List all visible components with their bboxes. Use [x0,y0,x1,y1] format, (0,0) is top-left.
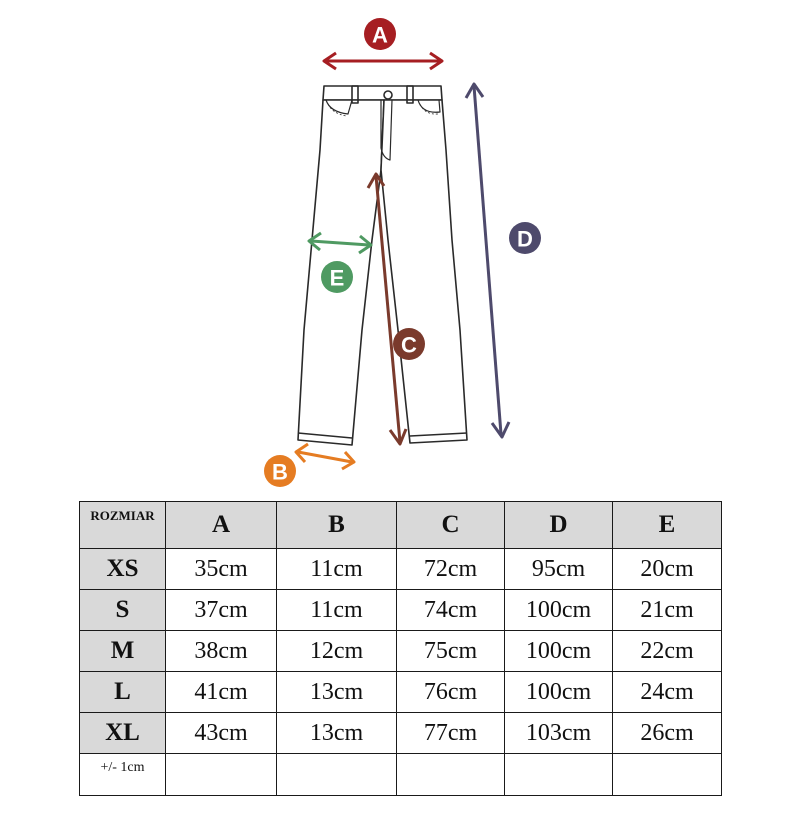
table-row [80,672,722,713]
table-cell: 11cm [277,549,397,590]
table-cell: 20cm [613,549,722,590]
tolerance-note: +/- 1cm [80,754,166,796]
empty-cell [613,754,722,796]
column-header-a: A [166,502,277,549]
table-cell: 41cm [166,672,277,713]
empty-cell [505,754,613,796]
size-label: L [80,672,166,713]
column-header-b: B [277,502,397,549]
empty-cell [166,754,277,796]
table-cell: 72cm [397,549,505,590]
pants-outline [298,86,467,445]
table-cell: 77cm [397,713,505,754]
empty-cell [397,754,505,796]
measurement-d [466,84,541,437]
marker-e-label: E [329,265,345,291]
table-row [80,713,722,754]
table-row [80,549,722,590]
table-cell: 21cm [613,590,722,631]
table-cell: 37cm [166,590,277,631]
table-cell: 11cm [277,590,397,631]
table-cell: 13cm [277,672,397,713]
waistband [323,86,442,100]
table-cell: 100cm [505,590,613,631]
column-header-d: D [505,502,613,549]
size-label: XL [80,713,166,754]
table-header-row [80,502,722,549]
table-cell: 100cm [505,631,613,672]
table-cell: 13cm [277,713,397,754]
table-cell: 26cm [613,713,722,754]
table-row [80,631,722,672]
table-cell: 103cm [505,713,613,754]
marker-b-label: B [272,459,288,485]
column-header-c: C [397,502,505,549]
table-row [80,590,722,631]
size-chart-table [79,501,722,796]
marker-a-label: A [372,22,388,48]
size-label: XS [80,549,166,590]
size-label: M [80,631,166,672]
table-cell: 12cm [277,631,397,672]
tolerance-row [80,754,722,796]
table-cell: 35cm [166,549,277,590]
table-cell: 76cm [397,672,505,713]
size-label: S [80,590,166,631]
table-cell: 74cm [397,590,505,631]
table-cell: 100cm [505,672,613,713]
table-cell: 22cm [613,631,722,672]
table-cell: 95cm [505,549,613,590]
column-header-e: E [613,502,722,549]
table-cell: 75cm [397,631,505,672]
table-cell: 43cm [166,713,277,754]
table-cell: 38cm [166,631,277,672]
measurement-b [264,444,354,487]
empty-cell [277,754,397,796]
size-column-header: ROZMIAR [80,502,166,549]
button [384,91,392,99]
marker-c-label: C [401,332,417,358]
measurement-a [324,18,442,69]
right-leg [381,100,467,443]
marker-d-label: D [517,226,533,252]
table-cell: 24cm [613,672,722,713]
